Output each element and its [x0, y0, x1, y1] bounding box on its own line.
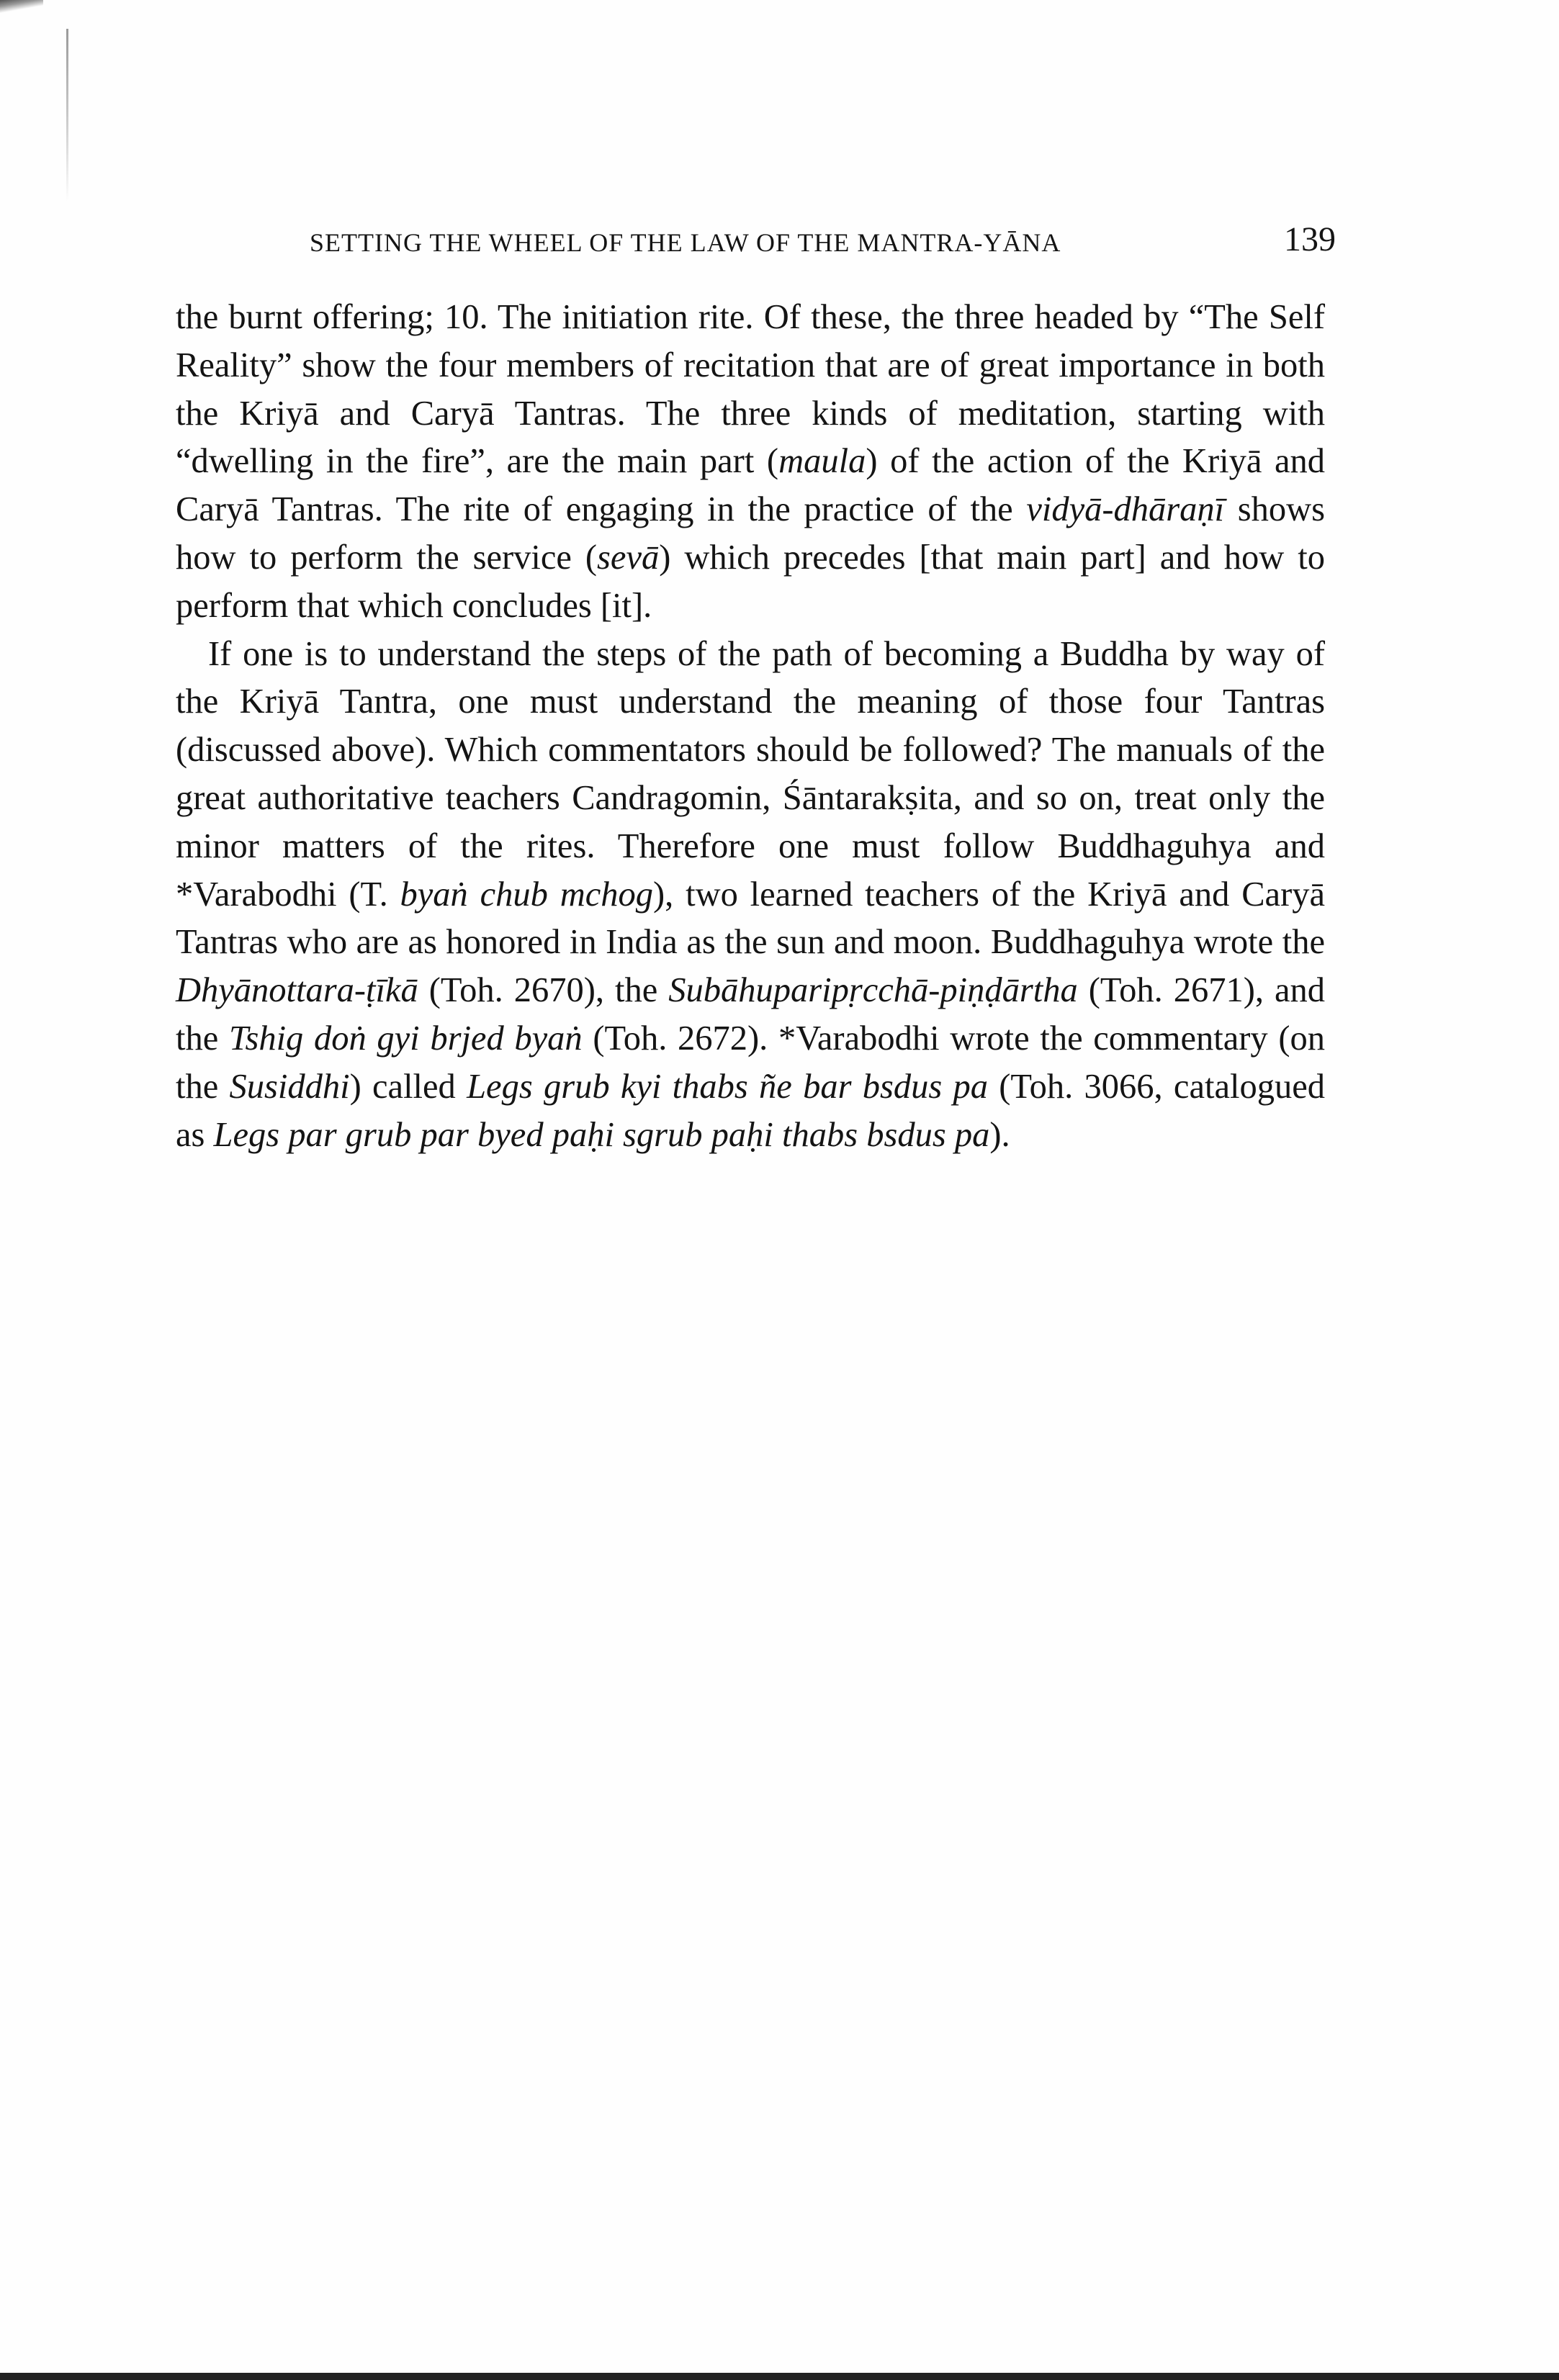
text-run: shows how to perform the service ( — [176, 490, 1326, 577]
italic-title: Dhyānottara-ṭīkā — [176, 971, 418, 1010]
text-run: ), two learned teachers of the Kriyā and Caryā Tantras who are as honored in India as the sun and moon. Buddhaguhya wrote the — [176, 875, 1325, 962]
italic-title: Tshig doṅ gyi brjed byaṅ — [228, 1019, 583, 1058]
italic-title: Legs par grub par byed paḥi sgrub paḥi thabs bsdus pa — [213, 1115, 990, 1154]
text-run: ). — [989, 1115, 1010, 1154]
italic-title: Subāhuparipṛcchā-piṇḍārtha — [668, 971, 1078, 1010]
text-run: ) which precedes [that main part] and how to perform that which concludes [it]. — [176, 538, 1325, 625]
italic-term: maula — [778, 442, 866, 481]
italic-term: byaṅ chub mchog — [400, 875, 653, 914]
text-run: the burnt offering; 10. The initiation rite. Of these, the three headed by “The Self Reality” show the four members of recitation that are of great importance in both the Kriyā and Caryā Tantras. The three kinds of meditation, starting with “dwelling in the fire”, are the main part ( — [176, 298, 1325, 481]
body-text — [176, 294, 1325, 1159]
text-run: ) of the action of the Kriyā and Caryā Tantras. The rite of engaging in the practice of the — [176, 442, 1325, 529]
italic-title: Legs grub kyi thabs ñe bar bsdus pa — [467, 1067, 988, 1106]
paragraph-2 — [176, 631, 1325, 1160]
text-run: (Toh. 2672). *Varabodhi wrote the commentary (on the — [176, 1019, 1325, 1106]
italic-term: vidyā-dhāraṇī — [1026, 490, 1225, 529]
binding-edge — [66, 29, 68, 202]
scan-bottom-edge — [0, 2373, 1559, 2380]
paragraph-1 — [176, 294, 1325, 631]
italic-title: Susiddhi — [229, 1067, 350, 1106]
text-run: (Toh. 3066, catalogued as — [176, 1067, 1325, 1154]
text-run: (Toh. 2670), the — [418, 971, 669, 1010]
scan-corner-mark — [0, 0, 43, 14]
running-head: SETTING THE WHEEL OF THE LAW OF THE MANTRA-YĀNA — [310, 228, 1061, 257]
text-run: (Toh. 2671), and the — [176, 971, 1326, 1058]
text-run: If one is to understand the steps of the path of becoming a Buddha by way of the Kriyā Tantra, one must understand the meaning of those four Tantras (discussed above). Which commentators should be followed? The manuals of the great authoritative teachers Candragomin, Śāntarakṣita, and so on, treat only the minor matters of the rites. Therefore one must follow Buddhaguhya and *Varabodhi (T. — [176, 634, 1325, 914]
page-number: 139 — [1284, 220, 1336, 258]
text-run: ) called — [349, 1067, 467, 1106]
italic-term: sevā — [597, 538, 660, 577]
